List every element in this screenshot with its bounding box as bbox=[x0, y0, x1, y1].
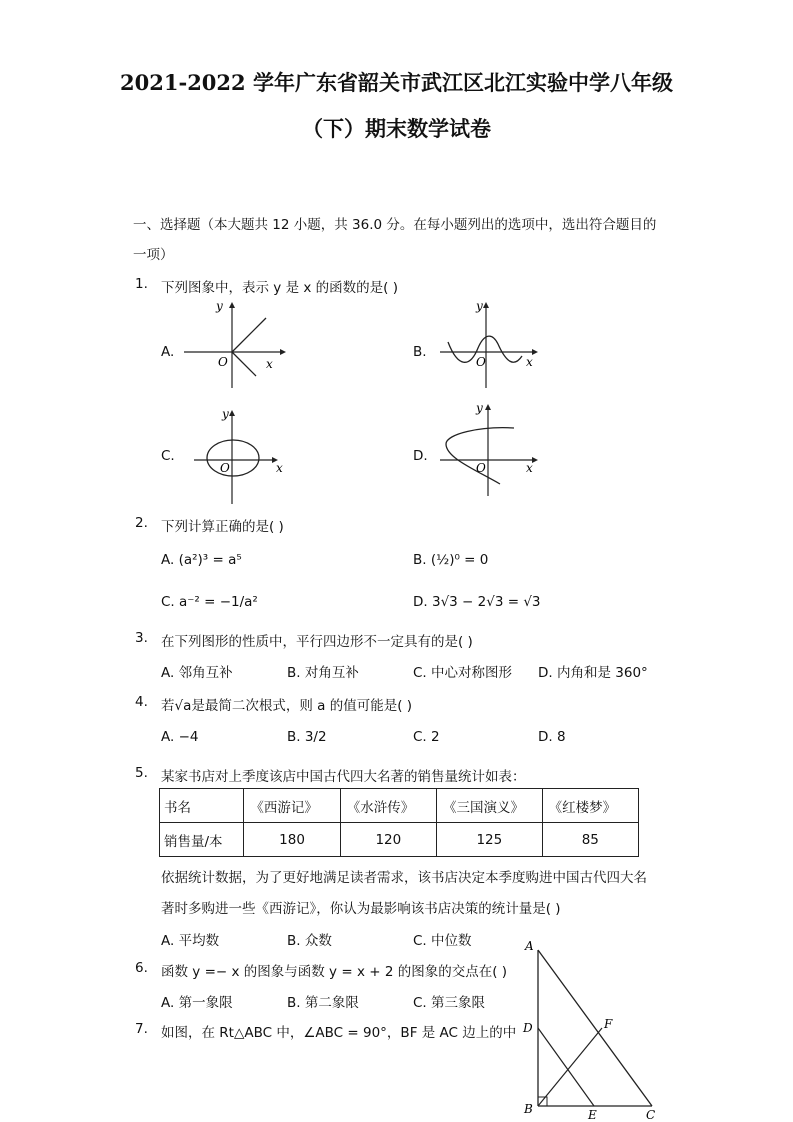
page-title-line2: （下）期末数学试卷 bbox=[302, 116, 491, 141]
q4-option-d: D. 8 bbox=[538, 729, 566, 745]
q6-option-c: C. 第三象限 bbox=[413, 995, 486, 1011]
q2-option-b: B. (½)⁰ = 0 bbox=[413, 552, 489, 568]
q4-option-c: C. 2 bbox=[413, 729, 440, 745]
q4-stem: 若√a是最简二次根式，则 a 的值可能是( ) bbox=[161, 698, 413, 714]
sales-table bbox=[159, 788, 639, 857]
q7-label-f: F bbox=[604, 1017, 613, 1031]
q6-option-b: B. 第二象限 bbox=[287, 995, 359, 1011]
table-cell: 销售量/本 bbox=[160, 823, 244, 857]
q4-number: 4. bbox=[135, 694, 148, 710]
q5-paragraph-line1: 依据统计数据，为了更好地满足读者需求，该书店决定本季度购进中国古代四大名 bbox=[161, 870, 647, 886]
q1-c-origin-label: O bbox=[220, 461, 230, 475]
q1-b-y-label: y bbox=[476, 299, 483, 313]
q7-triangle-figure bbox=[518, 936, 666, 1120]
q6-option-a: A. 第一象限 bbox=[161, 995, 233, 1011]
table-cell: 书名 bbox=[160, 789, 244, 823]
table-cell: 125 bbox=[437, 823, 543, 857]
q5-number: 5. bbox=[135, 765, 148, 781]
q3-option-b: B. 对角互补 bbox=[287, 665, 359, 681]
q1-b-x-label: x bbox=[526, 355, 533, 369]
q2-number: 2. bbox=[135, 515, 148, 531]
q7-label-d: D bbox=[523, 1021, 533, 1035]
q1-a-x-label: x bbox=[266, 357, 273, 371]
q5-option-b: B. 众数 bbox=[287, 933, 332, 949]
q5-stem: 某家书店对上季度该店中国古代四大名著的销售量统计如表： bbox=[161, 769, 526, 785]
q1-option-a-label: A. bbox=[161, 344, 175, 360]
q1-option-d-label: D. bbox=[413, 448, 428, 464]
q7-number: 7. bbox=[135, 1021, 148, 1037]
table-cell: 《水浒传》 bbox=[340, 789, 436, 823]
q5-option-c: C. 中位数 bbox=[413, 933, 472, 949]
page-title-line1: 2021-2022 学年广东省韶关市武江区北江实验中学八年级 bbox=[120, 70, 673, 95]
table-cell: 《红楼梦》 bbox=[542, 789, 638, 823]
section-header-cont: 一项） bbox=[133, 247, 174, 263]
table-cell: 120 bbox=[340, 823, 436, 857]
q1-d-y-label: y bbox=[476, 401, 483, 415]
q7-label-c: C bbox=[646, 1108, 656, 1120]
q5-option-a: A. 平均数 bbox=[161, 933, 220, 949]
q3-number: 3. bbox=[135, 630, 148, 646]
table-cell: 《三国演义》 bbox=[437, 789, 543, 823]
q1-b-origin-label: O bbox=[476, 355, 486, 369]
q1-a-origin-label: O bbox=[218, 355, 228, 369]
q1-stem: 下列图象中，表示 y 是 x 的函数的是( ) bbox=[161, 280, 398, 296]
table-cell: 85 bbox=[542, 823, 638, 857]
q1-c-x-label: x bbox=[276, 461, 283, 475]
q1-d-origin-label: O bbox=[476, 461, 486, 475]
q3-option-a: A. 邻角互补 bbox=[161, 665, 233, 681]
q1-d-x-label: x bbox=[526, 461, 533, 475]
q1-number: 1. bbox=[135, 276, 148, 292]
q1-graph-d bbox=[436, 400, 546, 500]
q3-option-c: C. 中心对称图形 bbox=[413, 665, 513, 681]
q2-option-a: A. (a²)³ = a⁵ bbox=[161, 552, 242, 568]
q1-graph-b bbox=[436, 298, 546, 390]
q1-c-y-label: y bbox=[222, 407, 229, 421]
q6-number: 6. bbox=[135, 960, 148, 976]
q1-option-c-label: C. bbox=[161, 448, 175, 464]
section-header: 一、选择题（本大题共 12 小题，共 36.0 分。在每小题列出的选项中，选出符合题目的 bbox=[133, 217, 657, 233]
q1-option-b-label: B. bbox=[413, 344, 427, 360]
q3-option-d: D. 内角和是 360° bbox=[538, 665, 648, 681]
table-cell: 180 bbox=[244, 823, 340, 857]
q7-label-a: A bbox=[525, 939, 534, 953]
q5-paragraph-line2: 著时多购进一些《西游记》，你认为最影响该书店决策的统计量是( ) bbox=[161, 901, 561, 917]
q7-label-e: E bbox=[588, 1108, 597, 1120]
table-header-row bbox=[160, 789, 639, 823]
q1-graph-c bbox=[190, 404, 300, 506]
q2-option-c: C. a⁻² = −1/a² bbox=[161, 594, 258, 610]
table-row bbox=[160, 823, 639, 857]
table-cell: 《西游记》 bbox=[244, 789, 340, 823]
q7-stem: 如图，在 Rt△ABC 中，∠ABC = 90°，BF 是 AC 边上的中 bbox=[161, 1025, 517, 1041]
q4-option-b: B. 3/2 bbox=[287, 729, 327, 745]
q1-graph-a bbox=[180, 298, 290, 390]
q7-label-b: B bbox=[524, 1102, 533, 1116]
q2-stem: 下列计算正确的是( ) bbox=[161, 519, 284, 535]
q1-a-y-label: y bbox=[216, 299, 223, 313]
q6-stem: 函数 y =− x 的图象与函数 y = x + 2 的图象的交点在( ) bbox=[161, 964, 508, 980]
q3-stem: 在下列图形的性质中，平行四边形不一定具有的是( ) bbox=[161, 634, 473, 650]
q4-option-a: A. −4 bbox=[161, 729, 199, 745]
q2-option-d: D. 3√3 − 2√3 = √3 bbox=[413, 594, 541, 610]
